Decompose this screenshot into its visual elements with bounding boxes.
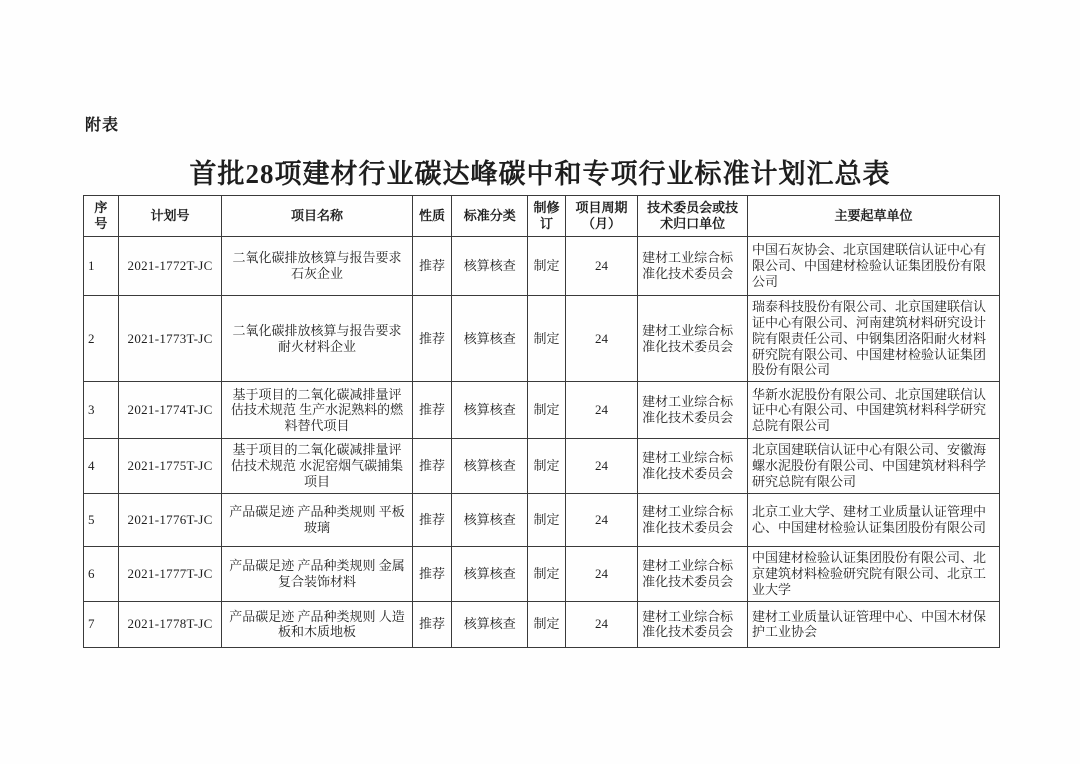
standards-table-container xyxy=(83,195,1000,648)
cell-seq: 1 xyxy=(84,237,119,296)
cell-project-name: 产品碳足迹 产品种类规则 平板玻璃 xyxy=(222,493,413,546)
table-row xyxy=(84,439,1000,494)
cell-nature: 推荐 xyxy=(412,296,451,382)
table-row xyxy=(84,296,1000,382)
cell-project-name: 二氧化碳排放核算与报告要求 耐火材料企业 xyxy=(222,296,413,382)
col-header-committee: 技术委员会或技术归口单位 xyxy=(638,196,748,237)
col-header-plan-no: 计划号 xyxy=(118,196,222,237)
col-header-seq: 序号 xyxy=(84,196,119,237)
cell-nature: 推荐 xyxy=(412,439,451,494)
cell-seq: 6 xyxy=(84,546,119,601)
table-row xyxy=(84,382,1000,439)
cell-seq: 4 xyxy=(84,439,119,494)
cell-committee: 建材工业综合标准化技术委员会 xyxy=(638,439,748,494)
col-header-project-name: 项目名称 xyxy=(222,196,413,237)
cell-period: 24 xyxy=(565,439,637,494)
cell-committee: 建材工业综合标准化技术委员会 xyxy=(638,493,748,546)
cell-period: 24 xyxy=(565,546,637,601)
cell-category: 核算核查 xyxy=(452,382,528,439)
col-header-drafters: 主要起草单位 xyxy=(748,196,1000,237)
cell-revision: 制定 xyxy=(528,382,566,439)
cell-nature: 推荐 xyxy=(412,237,451,296)
cell-category: 核算核查 xyxy=(452,296,528,382)
table-row xyxy=(84,237,1000,296)
cell-seq: 7 xyxy=(84,601,119,647)
cell-drafters: 北京国建联信认证中心有限公司、安徽海螺水泥股份有限公司、中国建筑材料科学研究总院有限公司 xyxy=(748,439,1000,494)
cell-period: 24 xyxy=(565,296,637,382)
cell-plan-no: 2021-1776T-JC xyxy=(118,493,222,546)
table-row xyxy=(84,546,1000,601)
cell-revision: 制定 xyxy=(528,439,566,494)
col-header-period: 项目周期（月） xyxy=(565,196,637,237)
cell-project-name: 二氧化碳排放核算与报告要求 石灰企业 xyxy=(222,237,413,296)
cell-seq: 5 xyxy=(84,493,119,546)
cell-project-name: 产品碳足迹 产品种类规则 金属复合装饰材料 xyxy=(222,546,413,601)
cell-nature: 推荐 xyxy=(412,601,451,647)
cell-committee: 建材工业综合标准化技术委员会 xyxy=(638,296,748,382)
cell-nature: 推荐 xyxy=(412,382,451,439)
cell-period: 24 xyxy=(565,382,637,439)
cell-revision: 制定 xyxy=(528,296,566,382)
cell-drafters: 中国建材检验认证集团股份有限公司、北京建筑材料检验研究院有限公司、北京工业大学 xyxy=(748,546,1000,601)
col-header-revision: 制修订 xyxy=(528,196,566,237)
cell-category: 核算核查 xyxy=(452,237,528,296)
page-title: 首批28项建材行业碳达峰碳中和专项行业标准计划汇总表 xyxy=(189,159,891,189)
cell-category: 核算核查 xyxy=(452,493,528,546)
cell-drafters: 瑞泰科技股份有限公司、北京国建联信认证中心有限公司、河南建筑材料研究设计院有限责任公司、中钢集团洛阳耐火材料研究院有限公司、中国建材检验认证集团股份有限公司 xyxy=(748,296,1000,382)
cell-nature: 推荐 xyxy=(412,546,451,601)
cell-revision: 制定 xyxy=(528,237,566,296)
col-header-category: 标准分类 xyxy=(452,196,528,237)
cell-period: 24 xyxy=(565,237,637,296)
cell-seq: 3 xyxy=(84,382,119,439)
cell-drafters: 华新水泥股份有限公司、北京国建联信认证中心有限公司、中国建筑材料科学研究总院有限公司 xyxy=(748,382,1000,439)
cell-revision: 制定 xyxy=(528,601,566,647)
cell-project-name: 产品碳足迹 产品种类规则 人造板和木质地板 xyxy=(222,601,413,647)
cell-period: 24 xyxy=(565,601,637,647)
cell-plan-no: 2021-1773T-JC xyxy=(118,296,222,382)
table-header-row xyxy=(84,196,1000,237)
cell-category: 核算核查 xyxy=(452,601,528,647)
cell-committee: 建材工业综合标准化技术委员会 xyxy=(638,546,748,601)
cell-plan-no: 2021-1775T-JC xyxy=(118,439,222,494)
cell-project-name: 基于项目的二氧化碳减排量评估技术规范 水泥窑烟气碳捕集项目 xyxy=(222,439,413,494)
cell-committee: 建材工业综合标准化技术委员会 xyxy=(638,601,748,647)
cell-plan-no: 2021-1772T-JC xyxy=(118,237,222,296)
standards-table xyxy=(83,195,1000,648)
cell-plan-no: 2021-1778T-JC xyxy=(118,601,222,647)
cell-category: 核算核查 xyxy=(452,546,528,601)
cell-drafters: 北京工业大学、建材工业质量认证管理中心、中国建材检验认证集团股份有限公司 xyxy=(748,493,1000,546)
cell-committee: 建材工业综合标准化技术委员会 xyxy=(638,237,748,296)
cell-plan-no: 2021-1777T-JC xyxy=(118,546,222,601)
col-header-nature: 性质 xyxy=(412,196,451,237)
cell-nature: 推荐 xyxy=(412,493,451,546)
cell-committee: 建材工业综合标准化技术委员会 xyxy=(638,382,748,439)
annex-label: 附表 xyxy=(85,117,120,134)
table-row xyxy=(84,601,1000,647)
cell-drafters: 中国石灰协会、北京国建联信认证中心有限公司、中国建材检验认证集团股份有限公司 xyxy=(748,237,1000,296)
table-row xyxy=(84,493,1000,546)
cell-revision: 制定 xyxy=(528,546,566,601)
cell-seq: 2 xyxy=(84,296,119,382)
cell-category: 核算核查 xyxy=(452,439,528,494)
cell-plan-no: 2021-1774T-JC xyxy=(118,382,222,439)
cell-period: 24 xyxy=(565,493,637,546)
cell-drafters: 建材工业质量认证管理中心、中国木材保护工业协会 xyxy=(748,601,1000,647)
cell-revision: 制定 xyxy=(528,493,566,546)
cell-project-name: 基于项目的二氧化碳减排量评估技术规范 生产水泥熟料的燃料替代项目 xyxy=(222,382,413,439)
